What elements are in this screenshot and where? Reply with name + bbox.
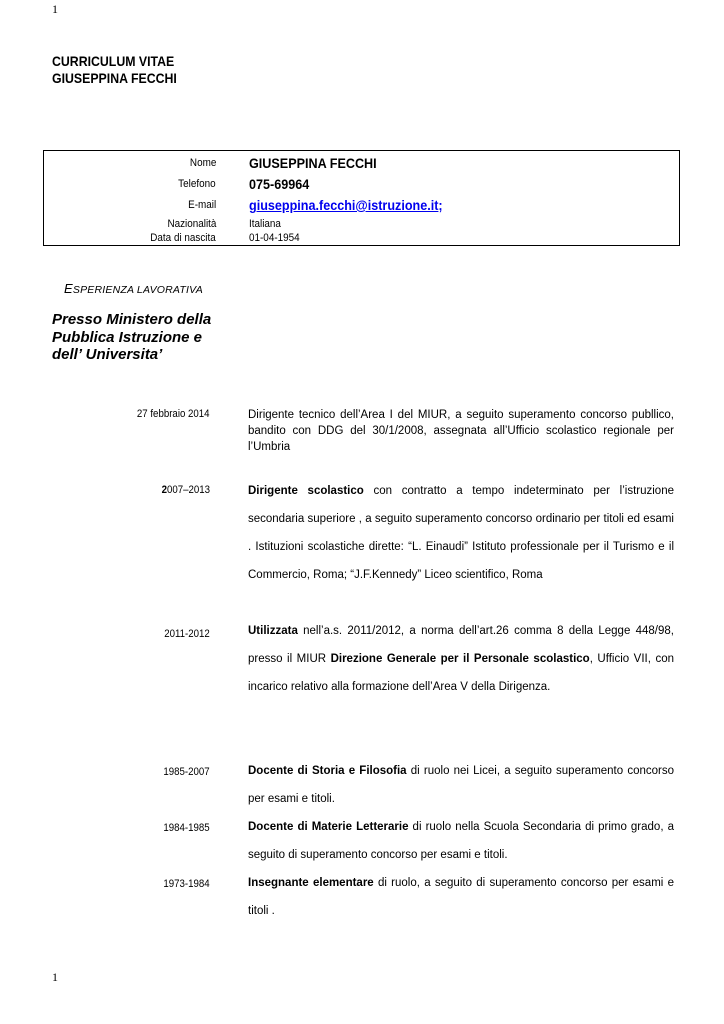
entry-role: Dirigente scolastico bbox=[248, 485, 364, 497]
entry-description: Docente di Storia e Filosofia di ruolo nei Licei, a seguito superamento concorso per esami e titoli. bbox=[248, 765, 674, 805]
cv-owner-name: GIUSEPPINA FECCHI bbox=[52, 70, 177, 86]
entry-date: 1985-2007 bbox=[163, 766, 210, 778]
entry-description: Utilizzata nell’a.s. 2011/2012, a norma dell’art.26 comma 8 della Legge 448/98, presso il MIUR Direzione Generale per il Personale scolastico, Ufficio VII, con incarico relativo alla formazione dell’Area V della Dirigenza. bbox=[248, 625, 674, 693]
email-link[interactable]: giuseppina.fecchi@istruzione.it bbox=[249, 197, 439, 213]
entry-date: 27 febbraio 2014 bbox=[137, 408, 210, 420]
entry-date: 2007–2013 bbox=[161, 484, 210, 496]
cv-title: CURRICULUM VITAE bbox=[52, 53, 175, 69]
cv-header bbox=[52, 53, 177, 87]
phone-value: 075-69964 bbox=[249, 176, 310, 192]
entry-date: 1973-1984 bbox=[163, 878, 210, 890]
entry-department: Direzione Generale per il Personale scolastico bbox=[330, 653, 590, 665]
entry-role: Utilizzata bbox=[248, 625, 298, 637]
section-title-experience: ESPERIENZA LAVORATIVA bbox=[64, 281, 203, 296]
email-value-wrapper bbox=[249, 197, 443, 213]
entry-date: 1984-1985 bbox=[163, 822, 210, 834]
phone-label: Telefono bbox=[178, 178, 216, 190]
personal-info-box bbox=[43, 150, 680, 246]
birthdate-value: 01-04-1954 bbox=[249, 232, 300, 244]
name-value: GIUSEPPINA FECCHI bbox=[249, 155, 377, 171]
name-label: Nome bbox=[189, 157, 216, 169]
entry-description: Dirigente scolastico con contratto a tempo indeterminato per l’istruzione secondaria superiore , a seguito superamento concorso ordinario per titoli ed esami . Istituzioni scolastiche dirette: “L. Einaudi” Istituto professionale per il Turismo e il Commercio, Roma; “J.F.Kennedy” Liceo scientifico, Roma bbox=[248, 485, 674, 581]
email-suffix: ; bbox=[438, 197, 443, 213]
entry-description: Dirigente tecnico dell’Area I del MIUR, a seguito superamento concorso publlico, bandito con DDG del 30/1/2008, assegnata all’Ufficio scolastico regionale per l’Umbria bbox=[248, 409, 674, 453]
nationality-value: Italiana bbox=[249, 218, 281, 230]
entry-role: Docente di Materie Letterarie bbox=[248, 821, 409, 833]
email-label: E-mail bbox=[187, 199, 216, 211]
nationality-label: Nazionalità bbox=[167, 218, 216, 230]
page-number-top: 1 bbox=[52, 2, 58, 16]
entry-role: Docente di Storia e Filosofia bbox=[248, 765, 407, 777]
entry-description: Docente di Materie Letterarie di ruolo nella Scuola Secondaria di primo grado, a seguito di superamento concorso per esami e titoli. bbox=[248, 821, 674, 861]
entry-description: Insegnante elementare di ruolo, a seguito di superamento concorso per esami e titoli . bbox=[248, 877, 674, 917]
birthdate-label: Data di nascita bbox=[150, 232, 216, 244]
page-number-bottom: 1 bbox=[52, 970, 58, 984]
employer-heading: Presso Ministero della Pubblica Istruzione e dell’ Universita’ bbox=[52, 311, 212, 363]
entry-role: Insegnante elementare bbox=[248, 877, 374, 889]
entry-date: 2011-2012 bbox=[164, 628, 210, 640]
